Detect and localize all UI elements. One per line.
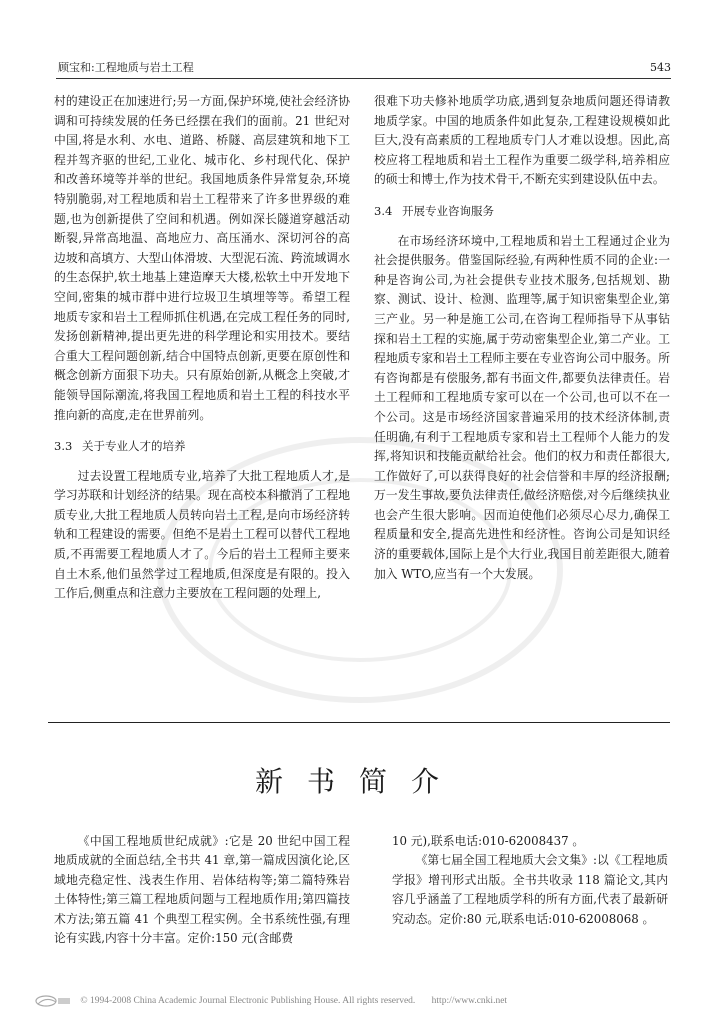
section-title: 关于专业人才的培养 — [82, 439, 186, 454]
book-intro-2: 《第七届全国工程地质大会文集》:以《工程地质学报》增刊形式出版。全书共收录 118 篇论文,其内容几乎涵盖了工程地质学科的所有方面,代表了最新研究动态。定价:80 元,联系电话:010-62008068 。 — [392, 853, 668, 926]
running-title: 顾宝和:工程地质与岩土工程 — [58, 61, 194, 74]
page-number: 543 — [650, 61, 671, 74]
paragraph: 村的建设正在加速进行;另一方面,保护环境,使社会经济协调和可持续发展的任务已经摆在我们的面前。21 世纪对中国,将是水利、水电、道路、桥隧、高层建筑和地下工程并驾齐驱的世纪,工业化、城市化、乡村现代化、保护和改善环境等并举的世纪。我国地质条件异常复杂,环境特别脆弱,对工程地质和岩土工程带来了许多世界级的难题,也为创新提供了空间和机遇。例如深长隧道穿越活动断裂,异常高地温、高地应力、高压涌水、深切河谷的高边坡和高填方、大型山体滑坡、大型泥石流、跨流域调水的生态保护,软土地基上建造摩天大楼,松软土中开发地下空间,密集的城市群中进行垃圾卫生填埋等等。希望工程地质专家和岩土工程师抓住机遇,在完成工程任务的同时,发扬创新精神,提出更先进的科学理论和实用技术。要结合重大工程问题创新,结合中国特点创新,更要在原创性和概念创新方面狠下功夫。只有原始创新,从概念上突破,才能领导国际潮流,将我国工程地质和岩土工程的科技水平推向新的高度,走在世界前列。 — [54, 94, 350, 422]
book-intro-right — [392, 832, 668, 929]
section-title: 开展专业咨询服务 — [402, 203, 494, 218]
book-intro-left — [54, 832, 350, 948]
paragraph: 过去设置工程地质专业,培养了大批工程地质人才,是学习苏联和计划经济的结果。现在高校本科撤消了工程地质专业,大批工程地质人员转向岩土工程,是向市场经济转轨和工程建设的需要。但绝不是岩土工程可以替代工程地质,不再需要工程地质人才了。今后的岩土工程师主要来自土木系,他们虽然学过工程地质,但深度是有限的。投入工作后,侧重点和注意力主要放在工程问题的处理上, — [54, 468, 350, 601]
right-column — [374, 92, 670, 584]
copyright-text: © 1994-2008 China Academic Journal Electronic Publishing House. All rights reserved. — [80, 996, 416, 1006]
section-number: 3.4 — [374, 203, 393, 218]
paragraph: 在市场经济环境中,工程地质和岩土工程通过企业为社会提供服务。借鉴国际经验,有两种性质不同的企业:一种是咨询公司,为社会提供专业技术服务,包括规划、勘察、测试、设计、检测、监理等,属于知识密集型企业,第三产业。另一种是施工公司,在咨询工程师指导下从事钻探和岩土工程的实施,属于劳动密集型企业,第二产业。工程地质专家和岩土工程师主要在专业咨询公司中服务。所有咨询都是有偿服务,都有书面文件,都要负法律责任。岩土工程师和工程地质专家可以在一个公司,也可以不在一个公司。这是市场经济国家普遍采用的技术经济体制,责任明确,有利于工程地质专家和岩土工程师个人能力的发挥,将知识和技能贡献给社会。他们的权力和责任都很大,工作做好了,可以获得良好的社会信誉和丰厚的经济报酬;万一发生事故,要负法律责任,做经济赔偿,对今后继续执业也会产生很大影响。因而迫使他们必须尽心尽力,确保工程质量和安全,提高先进性和经济性。咨询公司是知识经济的重要载体,国际上是个大行业,我国目前差距很大,随着加入 WTO,应当有一个大发展。 — [374, 233, 670, 581]
section-heading-3-4 — [374, 202, 670, 222]
copyright-footer — [34, 994, 684, 1014]
section-heading-3-3 — [54, 437, 350, 457]
book-intro-1: 《中国工程地质世纪成就》:它是 20 世纪中国工程地质成就的全面总结,全书共 41 章,第一篇成因演化论,区域地壳稳定性、浅表生作用、岩体结构等;第二篇特殊岩土体特性;第三篇工程地质问题与工程地质作用;第四篇技术方法;第五篇 41 个典型工程实例。全书系统性强,有理论有实践,内容十分丰富。定价:150 元(含邮费 — [54, 834, 350, 946]
running-header — [56, 58, 671, 79]
section-divider — [48, 722, 670, 723]
cnki-logo-icon — [34, 994, 72, 1008]
footer-url[interactable]: http://www.cnki.net — [431, 996, 508, 1006]
new-books-heading: 新书简介 — [254, 765, 463, 798]
left-column — [54, 92, 350, 604]
book-intro-1-continued: 10 元),联系电话:010-62008437 。 — [392, 834, 585, 848]
paragraph: 很难下功夫修补地质学功底,遇到复杂地质问题还得请教地质学家。中国的地质条件如此复杂,工程建设规模如此巨大,没有高素质的工程地质专门人才难以设想。因此,高校应将工程地质和岩土工程作为重要二级学科,培养相应的硕士和博士,作为技术骨干,不断充实到建设队伍中去。 — [374, 94, 670, 187]
section-number: 3.3 — [54, 439, 73, 454]
